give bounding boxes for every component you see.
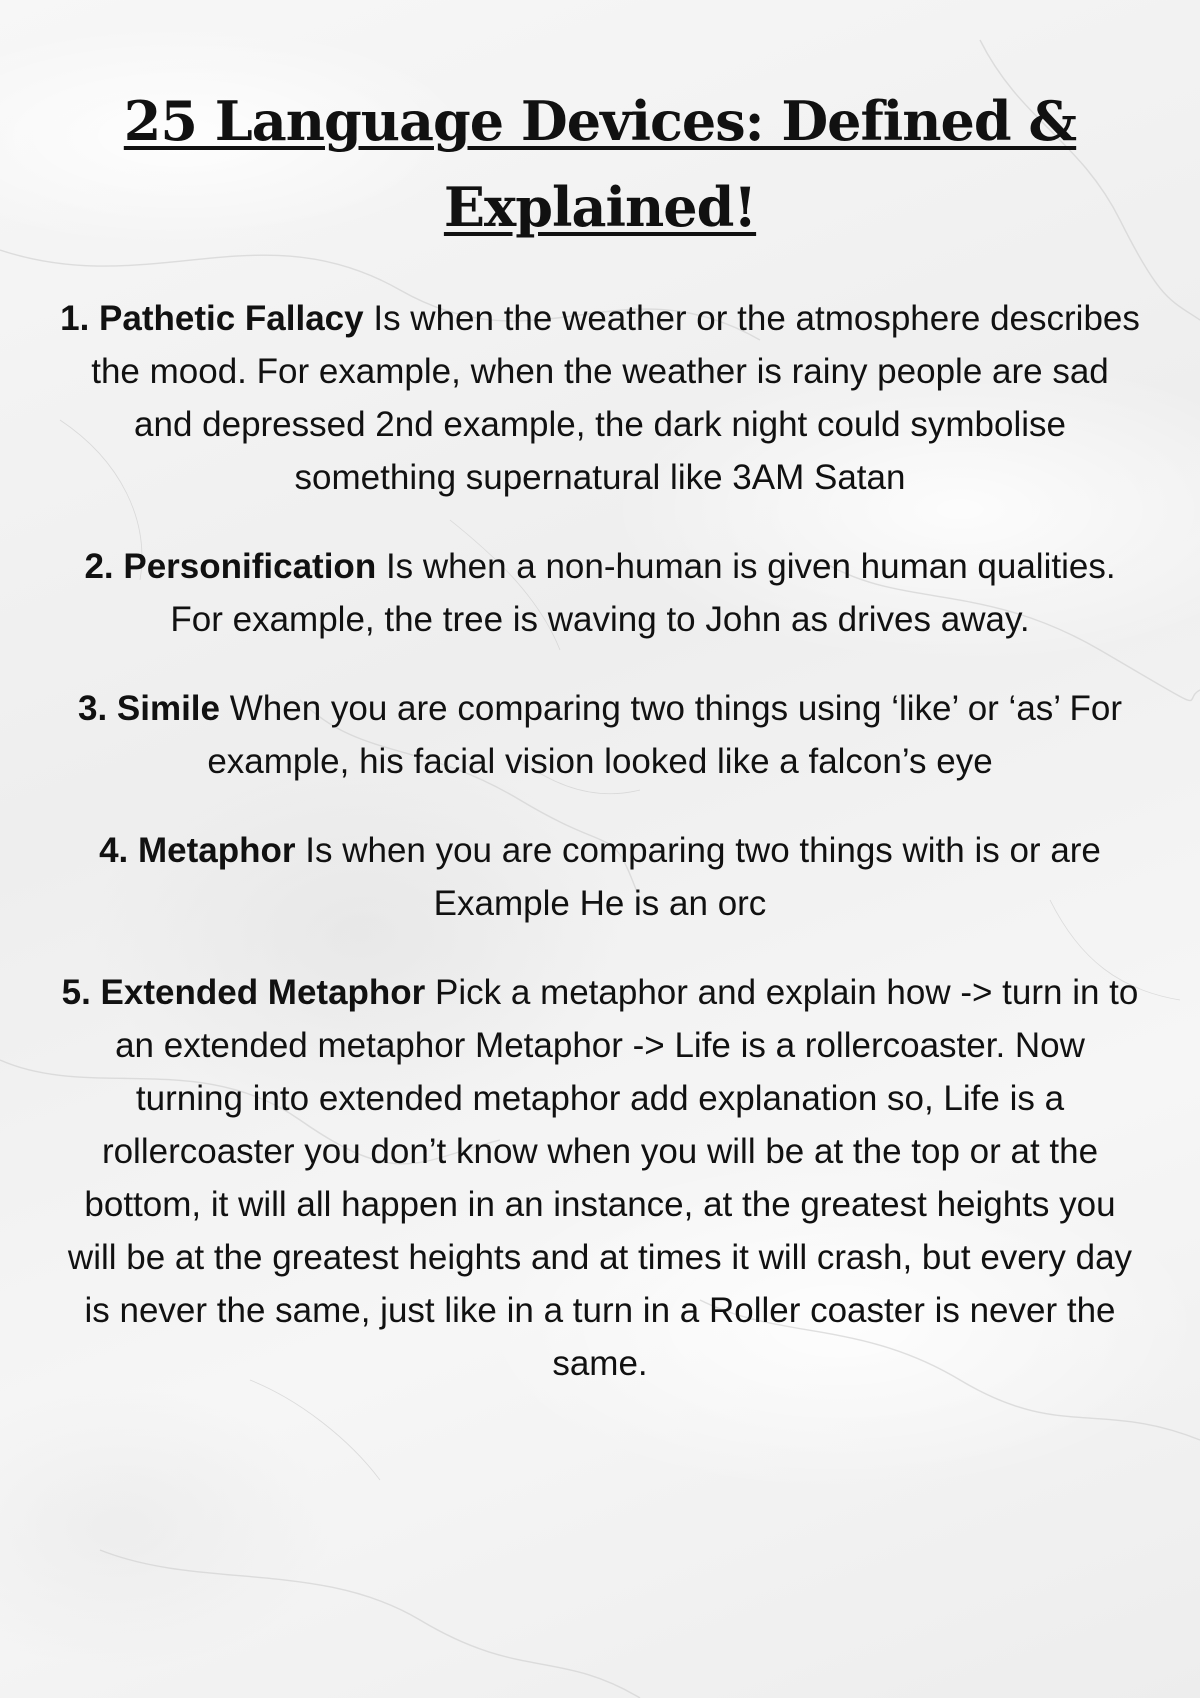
device-description: Is when the weather or the atmosphere describes the mood. For example, when the weather is rainy people are sad and depressed 2nd example, the dark night could symbolise something supernatural like 3AM Satan	[91, 299, 1140, 497]
device-description: Is when you are comparing two things with is or are Example He is an orc	[305, 831, 1101, 923]
device-entry-pathetic-fallacy	[60, 292, 1140, 504]
page-title: 25 Language Devices: Defined & Explained!	[123, 89, 1077, 239]
device-heading: 2. Personification	[84, 547, 377, 586]
device-entry-simile	[60, 682, 1140, 788]
device-heading: 3. Simile	[77, 689, 221, 728]
device-heading: 5. Extended Metaphor	[61, 973, 426, 1012]
device-description: Is when a non-human is given human qualities. For example, the tree is waving to John as drives away.	[170, 547, 1116, 639]
device-entry-extended-metaphor	[60, 966, 1140, 1390]
device-heading: 4. Metaphor	[99, 831, 296, 870]
device-entry-metaphor	[60, 824, 1140, 930]
device-description: Pick a metaphor and explain how -> turn in to an extended metaphor Metaphor -> Life is a rollercoaster. Now turning into extended metaphor add explanation so, Life is a rollercoaster you don’t know when you will be at the top or at the bottom, it will all happen in an instance, at the greatest heights you will be at the greatest heights and at times it will crash, but every day is never the same, just like in a turn in a Roller coaster is never the same.	[67, 973, 1139, 1383]
device-description: When you are comparing two things using ‘like’ or ‘as’ For example, his facial vision looked like a falcon’s eye	[207, 689, 1122, 781]
device-entry-personification	[60, 540, 1140, 646]
device-heading: 1. Pathetic Fallacy	[60, 299, 364, 338]
